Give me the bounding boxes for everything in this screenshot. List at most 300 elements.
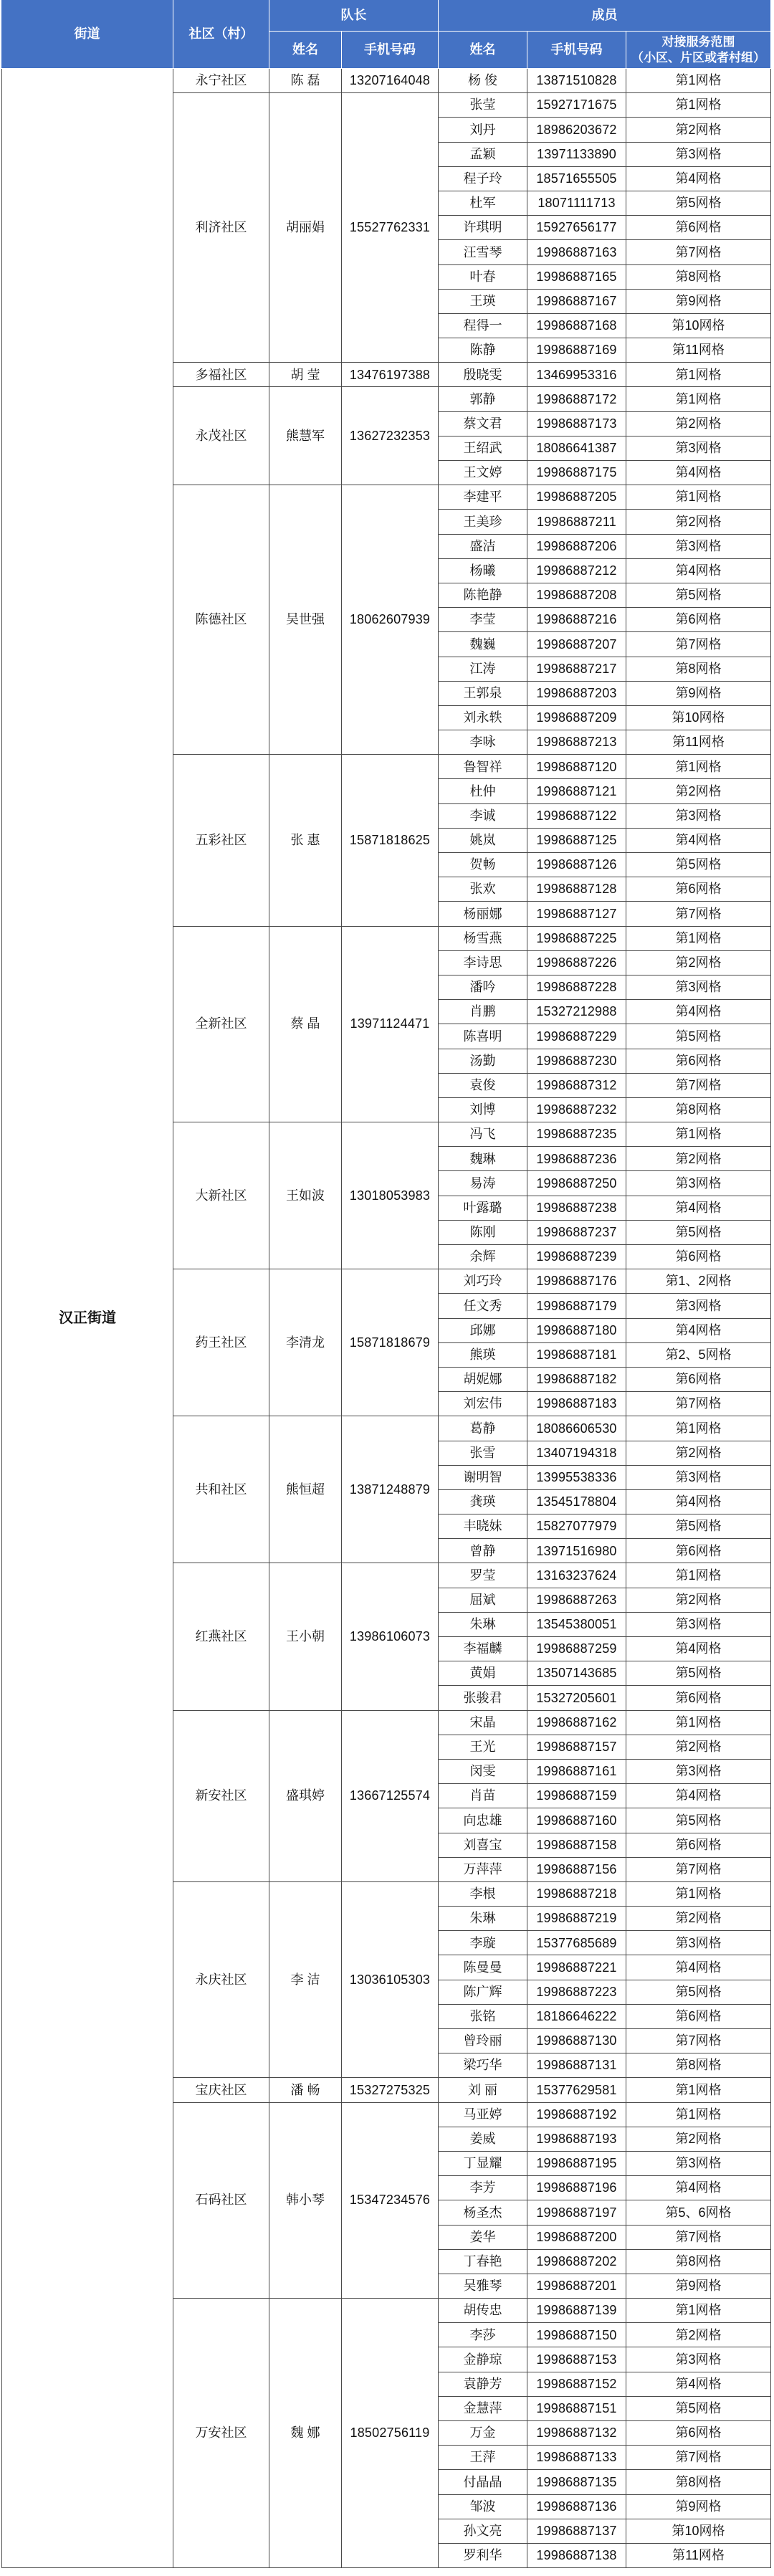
member-name: 丁春艳 [439, 2250, 527, 2274]
member-name: 刘博 [439, 1098, 527, 1122]
captain-name: 蔡 晶 [269, 927, 342, 1123]
member-service-scope: 第1网格 [626, 1122, 771, 1147]
member-service-scope: 第9网格 [626, 2274, 771, 2299]
member-name: 姚岚 [439, 829, 527, 853]
member-phone: 19986887237 [527, 1221, 626, 1245]
member-phone: 19986887153 [527, 2347, 626, 2372]
member-name: 马亚婷 [439, 2103, 527, 2127]
member-phone: 19986887127 [527, 902, 626, 926]
member-phone: 19986887181 [527, 1343, 626, 1368]
member-phone: 15377685689 [527, 1931, 626, 1955]
member-name: 万萍萍 [439, 1858, 527, 1882]
member-name: 邹波 [439, 2495, 527, 2519]
member-phone: 19986887212 [527, 559, 626, 583]
captain-name: 潘 畅 [269, 2078, 342, 2102]
member-service-scope: 第4网格 [626, 167, 771, 191]
member-phone: 19986887138 [527, 2544, 626, 2568]
member-service-scope: 第7网格 [626, 1074, 771, 1098]
member-name: 杨雪燕 [439, 927, 527, 951]
member-name: 易涛 [439, 1171, 527, 1196]
member-phone: 19986887156 [527, 1858, 626, 1882]
captain-name: 盛琪婷 [269, 1711, 342, 1882]
member-name: 胡妮娜 [439, 1368, 527, 1392]
captain-name: 王小朝 [269, 1563, 342, 1710]
member-phone: 19986887122 [527, 804, 626, 829]
member-service-scope: 第4网格 [626, 1319, 771, 1343]
member-service-scope: 第4网格 [626, 1000, 771, 1024]
header-street: 街道 [1, 0, 173, 69]
member-phone: 19986887223 [527, 1980, 626, 2005]
member-name: 肖鹏 [439, 1000, 527, 1024]
member-name: 付晶晶 [439, 2470, 527, 2494]
community-name: 新安社区 [173, 1711, 269, 1882]
member-name: 曾玲丽 [439, 2029, 527, 2053]
captain-phone: 18062607939 [342, 485, 439, 755]
member-phone: 19986887238 [527, 1196, 626, 1221]
member-phone: 19986887196 [527, 2176, 626, 2200]
member-phone: 19986887135 [527, 2470, 626, 2494]
member-name: 刘永轶 [439, 706, 527, 730]
member-service-scope: 第9网格 [626, 682, 771, 706]
member-name: 刘宏伟 [439, 1392, 527, 1416]
member-name: 李莎 [439, 2323, 527, 2347]
member-name: 陈广辉 [439, 1980, 527, 2005]
member-service-scope: 第4网格 [626, 559, 771, 583]
member-service-scope: 第8网格 [626, 2470, 771, 2494]
member-service-scope: 第2网格 [626, 510, 771, 534]
member-service-scope: 第5网格 [626, 853, 771, 877]
member-name: 蔡文君 [439, 412, 527, 437]
member-service-scope: 第7网格 [626, 2029, 771, 2053]
member-service-scope: 第4网格 [626, 829, 771, 853]
member-service-scope: 第6网格 [626, 1245, 771, 1269]
member-phone: 19986887126 [527, 853, 626, 877]
captain-name: 熊恒超 [269, 1416, 342, 1563]
member-service-scope: 第1网格 [626, 2299, 771, 2323]
member-phone: 19986887229 [527, 1024, 626, 1049]
member-phone: 15827077979 [527, 1514, 626, 1539]
member-phone: 15927171675 [527, 93, 626, 118]
member-name: 汤勤 [439, 1049, 527, 1074]
member-service-scope: 第7网格 [626, 1858, 771, 1882]
member-service-scope: 第5网格 [626, 1514, 771, 1539]
community-name: 永茂社区 [173, 387, 269, 485]
captain-name: 李清龙 [269, 1269, 342, 1416]
member-service-scope: 第5网格 [626, 1808, 771, 1833]
member-phone: 19986887173 [527, 412, 626, 437]
member-service-scope: 第1网格 [626, 755, 771, 779]
member-service-scope: 第4网格 [626, 1955, 771, 1980]
community-name: 万安社区 [173, 2299, 269, 2568]
member-service-scope: 第2、5网格 [626, 1343, 771, 1368]
member-phone: 19986887160 [527, 1808, 626, 1833]
member-service-scope: 第5网格 [626, 583, 771, 608]
member-service-scope: 第1网格 [626, 2078, 771, 2102]
member-service-scope: 第3网格 [626, 975, 771, 1000]
captain-name: 吴世强 [269, 485, 342, 755]
member-phone: 19986887192 [527, 2103, 626, 2127]
member-name: 张铭 [439, 2005, 527, 2029]
member-service-scope: 第9网格 [626, 290, 771, 314]
member-service-scope: 第2网格 [626, 1147, 771, 1171]
member-service-scope: 第6网格 [626, 1686, 771, 1710]
header-captain-group: 队长 [269, 0, 439, 32]
member-phone: 19986887236 [527, 1147, 626, 1171]
member-service-scope: 第6网格 [626, 877, 771, 902]
member-name: 杜仲 [439, 779, 527, 803]
community-name: 大新社区 [173, 1122, 269, 1269]
captain-name: 张 惠 [269, 755, 342, 926]
member-service-scope: 第1、2网格 [626, 1269, 771, 1294]
header-member-name: 姓名 [439, 32, 527, 69]
member-phone: 13163237624 [527, 1563, 626, 1588]
member-phone: 13507143685 [527, 1661, 626, 1686]
member-name: 胡传忠 [439, 2299, 527, 2323]
member-name: 杨曦 [439, 559, 527, 583]
member-name: 龚瑛 [439, 1490, 527, 1514]
member-name: 张骏君 [439, 1686, 527, 1710]
member-name: 陈静 [439, 338, 527, 363]
member-name: 肖苗 [439, 1784, 527, 1808]
member-service-scope: 第10网格 [626, 706, 771, 730]
captain-name: 熊慧军 [269, 387, 342, 485]
member-name: 程得一 [439, 314, 527, 338]
member-service-scope: 第3网格 [626, 1613, 771, 1637]
member-name: 万金 [439, 2421, 527, 2446]
member-service-scope: 第11网格 [626, 338, 771, 363]
member-phone: 19986887195 [527, 2152, 626, 2176]
member-phone: 18186646222 [527, 2005, 626, 2029]
member-service-scope: 第3网格 [626, 535, 771, 559]
member-name: 王绍武 [439, 437, 527, 461]
captain-name: 胡 莹 [269, 363, 342, 387]
member-phone: 19986887179 [527, 1294, 626, 1318]
member-name: 李芳 [439, 2176, 527, 2200]
member-phone: 19986887139 [527, 2299, 626, 2323]
member-service-scope: 第10网格 [626, 2519, 771, 2544]
member-phone: 19986887121 [527, 779, 626, 803]
community-name: 多福社区 [173, 363, 269, 387]
member-phone: 19986887225 [527, 927, 626, 951]
member-name: 朱琳 [439, 1907, 527, 1931]
member-name: 王美珍 [439, 510, 527, 534]
member-phone: 19986887219 [527, 1907, 626, 1931]
member-name: 王萍 [439, 2446, 527, 2470]
member-name: 张雪 [439, 1441, 527, 1466]
member-name: 李诗思 [439, 951, 527, 975]
captain-phone: 13871248879 [342, 1416, 439, 1563]
member-phone: 19986887157 [527, 1735, 626, 1760]
member-name: 张莹 [439, 93, 527, 118]
member-phone: 19986887168 [527, 314, 626, 338]
member-name: 王郭泉 [439, 682, 527, 706]
member-phone: 19986887172 [527, 387, 626, 411]
captain-phone: 15871818625 [342, 755, 439, 926]
member-phone: 19986887263 [527, 1588, 626, 1613]
member-service-scope: 第1网格 [626, 69, 771, 93]
member-name: 鲁智祥 [439, 755, 527, 779]
member-phone: 19986887163 [527, 240, 626, 264]
captain-name: 胡丽娟 [269, 93, 342, 363]
member-name: 熊瑛 [439, 1343, 527, 1368]
member-service-scope: 第3网格 [626, 1171, 771, 1196]
member-phone: 18071111713 [527, 191, 626, 216]
member-name: 王文婷 [439, 461, 527, 485]
member-phone: 19986887167 [527, 290, 626, 314]
community-name: 永庆社区 [173, 1882, 269, 2079]
member-phone: 13971516980 [527, 1539, 626, 1563]
member-service-scope: 第1网格 [626, 2103, 771, 2127]
member-name: 杨丽娜 [439, 902, 527, 926]
member-service-scope: 第1网格 [626, 485, 771, 510]
member-name: 邱娜 [439, 1319, 527, 1343]
captain-name: 魏 娜 [269, 2299, 342, 2568]
header-captain-phone: 手机号码 [342, 32, 439, 69]
member-name: 许琪明 [439, 216, 527, 240]
member-service-scope: 第4网格 [626, 1784, 771, 1808]
member-name: 陈刚 [439, 1221, 527, 1245]
captain-phone: 13986106073 [342, 1563, 439, 1710]
member-service-scope: 第10网格 [626, 314, 771, 338]
member-service-scope: 第7网格 [626, 1392, 771, 1416]
member-phone: 19986887158 [527, 1833, 626, 1858]
captain-name: 韩小琴 [269, 2103, 342, 2299]
header-service-scope: 对接服务范围 （小区、片区或者村组） [626, 32, 771, 69]
community-name: 五彩社区 [173, 755, 269, 926]
member-name: 魏琳 [439, 1147, 527, 1171]
member-service-scope: 第1网格 [626, 363, 771, 387]
member-phone: 19986887211 [527, 510, 626, 534]
member-service-scope: 第6网格 [626, 1539, 771, 1563]
member-service-scope: 第1网格 [626, 1882, 771, 1907]
header-community: 社区（村） [173, 0, 269, 69]
member-service-scope: 第5网格 [626, 1980, 771, 2005]
captain-phone: 15871818679 [342, 1269, 439, 1416]
member-service-scope: 第2网格 [626, 2323, 771, 2347]
member-service-scope: 第8网格 [626, 1098, 771, 1122]
member-service-scope: 第4网格 [626, 2176, 771, 2200]
member-name: 汪雪琴 [439, 240, 527, 264]
member-name: 黄娟 [439, 1661, 527, 1686]
member-name: 李璇 [439, 1931, 527, 1955]
member-service-scope: 第6网格 [626, 216, 771, 240]
member-service-scope: 第6网格 [626, 2421, 771, 2446]
community-name: 石码社区 [173, 2103, 269, 2299]
member-service-scope: 第5网格 [626, 1661, 771, 1686]
member-service-scope: 第1网格 [626, 1711, 771, 1735]
member-service-scope: 第9网格 [626, 2495, 771, 2519]
member-service-scope: 第5网格 [626, 2397, 771, 2421]
member-name: 江涛 [439, 657, 527, 682]
community-name: 陈德社区 [173, 485, 269, 755]
member-name: 陈艳静 [439, 583, 527, 608]
member-phone: 19986887130 [527, 2029, 626, 2053]
member-service-scope: 第2网格 [626, 118, 771, 142]
member-name: 殷晓雯 [439, 363, 527, 387]
member-phone: 19986887228 [527, 975, 626, 1000]
member-service-scope: 第3网格 [626, 1760, 771, 1784]
member-name: 孙文亮 [439, 2519, 527, 2544]
member-service-scope: 第3网格 [626, 1931, 771, 1955]
member-phone: 18571655505 [527, 167, 626, 191]
member-phone: 19986887175 [527, 461, 626, 485]
member-name: 丁显耀 [439, 2152, 527, 2176]
member-service-scope: 第1网格 [626, 93, 771, 118]
member-service-scope: 第8网格 [626, 2053, 771, 2078]
header-captain-name: 姓名 [269, 32, 342, 69]
captain-phone: 15527762331 [342, 93, 439, 363]
member-name: 余辉 [439, 1245, 527, 1269]
member-phone: 13407194318 [527, 1441, 626, 1466]
member-name: 潘吟 [439, 975, 527, 1000]
member-name: 刘丹 [439, 118, 527, 142]
member-name: 李福麟 [439, 1637, 527, 1661]
member-name: 罗莹 [439, 1563, 527, 1588]
member-service-scope: 第5、6网格 [626, 2200, 771, 2225]
captain-phone: 13627232353 [342, 387, 439, 485]
member-name: 向忠雄 [439, 1808, 527, 1833]
member-phone: 19986887183 [527, 1392, 626, 1416]
member-service-scope: 第3网格 [626, 2347, 771, 2372]
member-phone: 18086606530 [527, 1416, 626, 1441]
member-service-scope: 第6网格 [626, 2005, 771, 2029]
member-name: 屈斌 [439, 1588, 527, 1613]
member-phone: 19986887230 [527, 1049, 626, 1074]
member-phone: 13971133890 [527, 143, 626, 167]
member-service-scope: 第2网格 [626, 1735, 771, 1760]
member-phone: 19986887159 [527, 1784, 626, 1808]
member-phone: 19986887162 [527, 1711, 626, 1735]
member-name: 刘巧玲 [439, 1269, 527, 1294]
member-phone: 19986887209 [527, 706, 626, 730]
member-name: 闵雯 [439, 1760, 527, 1784]
member-service-scope: 第5网格 [626, 1221, 771, 1245]
member-phone: 19986887201 [527, 2274, 626, 2299]
member-phone: 19986887150 [527, 2323, 626, 2347]
member-name: 宋晶 [439, 1711, 527, 1735]
member-phone: 13995538336 [527, 1466, 626, 1490]
member-service-scope: 第1网格 [626, 927, 771, 951]
member-service-scope: 第2网格 [626, 1441, 771, 1466]
member-name: 刘喜宝 [439, 1833, 527, 1858]
captain-phone: 13207164048 [342, 69, 439, 93]
member-phone: 19986887193 [527, 2127, 626, 2152]
header-member-phone: 手机号码 [527, 32, 626, 69]
member-name: 杜军 [439, 191, 527, 216]
captain-phone: 13036105303 [342, 1882, 439, 2079]
captain-phone: 13971124471 [342, 927, 439, 1123]
captain-name: 陈 磊 [269, 69, 342, 93]
member-name: 李建平 [439, 485, 527, 510]
member-service-scope: 第8网格 [626, 2250, 771, 2274]
member-phone: 19986887202 [527, 2250, 626, 2274]
member-name: 冯飞 [439, 1122, 527, 1147]
member-name: 杨 俊 [439, 69, 527, 93]
captain-phone: 18502756119 [342, 2299, 439, 2568]
member-name: 姜华 [439, 2226, 527, 2250]
member-phone: 19986887217 [527, 657, 626, 682]
member-name: 任文秀 [439, 1294, 527, 1318]
community-name: 利济社区 [173, 93, 269, 363]
member-name: 朱琳 [439, 1613, 527, 1637]
member-service-scope: 第3网格 [626, 804, 771, 829]
member-name: 陈喜明 [439, 1024, 527, 1049]
member-phone: 19986887176 [527, 1269, 626, 1294]
member-phone: 19986887208 [527, 583, 626, 608]
member-phone: 19986887221 [527, 1955, 626, 1980]
member-phone: 13469953316 [527, 363, 626, 387]
member-phone: 18986203672 [527, 118, 626, 142]
member-phone: 19986887235 [527, 1122, 626, 1147]
member-phone: 19986887206 [527, 535, 626, 559]
member-service-scope: 第2网格 [626, 951, 771, 975]
header-member-group: 成员 [439, 0, 771, 32]
community-name: 共和社区 [173, 1416, 269, 1563]
member-name: 王瑛 [439, 290, 527, 314]
member-phone: 13545178804 [527, 1490, 626, 1514]
member-phone: 15377629581 [527, 2078, 626, 2102]
member-service-scope: 第2网格 [626, 1588, 771, 1613]
member-service-scope: 第11网格 [626, 730, 771, 755]
member-service-scope: 第2网格 [626, 412, 771, 437]
member-phone: 19986887250 [527, 1171, 626, 1196]
member-phone: 18086641387 [527, 437, 626, 461]
member-phone: 19986887137 [527, 2519, 626, 2544]
member-phone: 19986887200 [527, 2226, 626, 2250]
member-phone: 13545380051 [527, 1613, 626, 1637]
member-phone: 19986887197 [527, 2200, 626, 2225]
captain-name: 李 洁 [269, 1882, 342, 2079]
member-phone: 19986887218 [527, 1882, 626, 1907]
member-phone: 13871510828 [527, 69, 626, 93]
member-service-scope: 第3网格 [626, 437, 771, 461]
member-phone: 19986887128 [527, 877, 626, 902]
member-name: 李咏 [439, 730, 527, 755]
member-name: 张欢 [439, 877, 527, 902]
member-service-scope: 第1网格 [626, 1563, 771, 1588]
member-service-scope: 第2网格 [626, 779, 771, 803]
member-service-scope: 第7网格 [626, 240, 771, 264]
member-phone: 15327205601 [527, 1686, 626, 1710]
member-name: 郭静 [439, 387, 527, 411]
member-name: 姜威 [439, 2127, 527, 2152]
member-service-scope: 第11网格 [626, 2544, 771, 2568]
member-phone: 19986887151 [527, 2397, 626, 2421]
member-name: 吴雅琴 [439, 2274, 527, 2299]
member-name: 袁俊 [439, 1074, 527, 1098]
member-service-scope: 第4网格 [626, 1490, 771, 1514]
member-service-scope: 第7网格 [626, 2446, 771, 2470]
captain-name: 王如波 [269, 1122, 342, 1269]
member-name: 金静琼 [439, 2347, 527, 2372]
member-phone: 19986887125 [527, 829, 626, 853]
member-phone: 19986887213 [527, 730, 626, 755]
member-phone: 19986887120 [527, 755, 626, 779]
member-phone: 19986887232 [527, 1098, 626, 1122]
member-name: 孟颖 [439, 143, 527, 167]
street-name: 汉正街道 [1, 69, 173, 2568]
member-service-scope: 第8网格 [626, 265, 771, 290]
member-service-scope: 第6网格 [626, 1833, 771, 1858]
member-service-scope: 第6网格 [626, 1368, 771, 1392]
captain-phone: 13667125574 [342, 1711, 439, 1882]
member-phone: 19986887133 [527, 2446, 626, 2470]
member-service-scope: 第5网格 [626, 1024, 771, 1049]
member-name: 程子玲 [439, 167, 527, 191]
captain-phone: 15327275325 [342, 2078, 439, 2102]
member-name: 袁静芳 [439, 2372, 527, 2397]
member-service-scope: 第3网格 [626, 1294, 771, 1318]
